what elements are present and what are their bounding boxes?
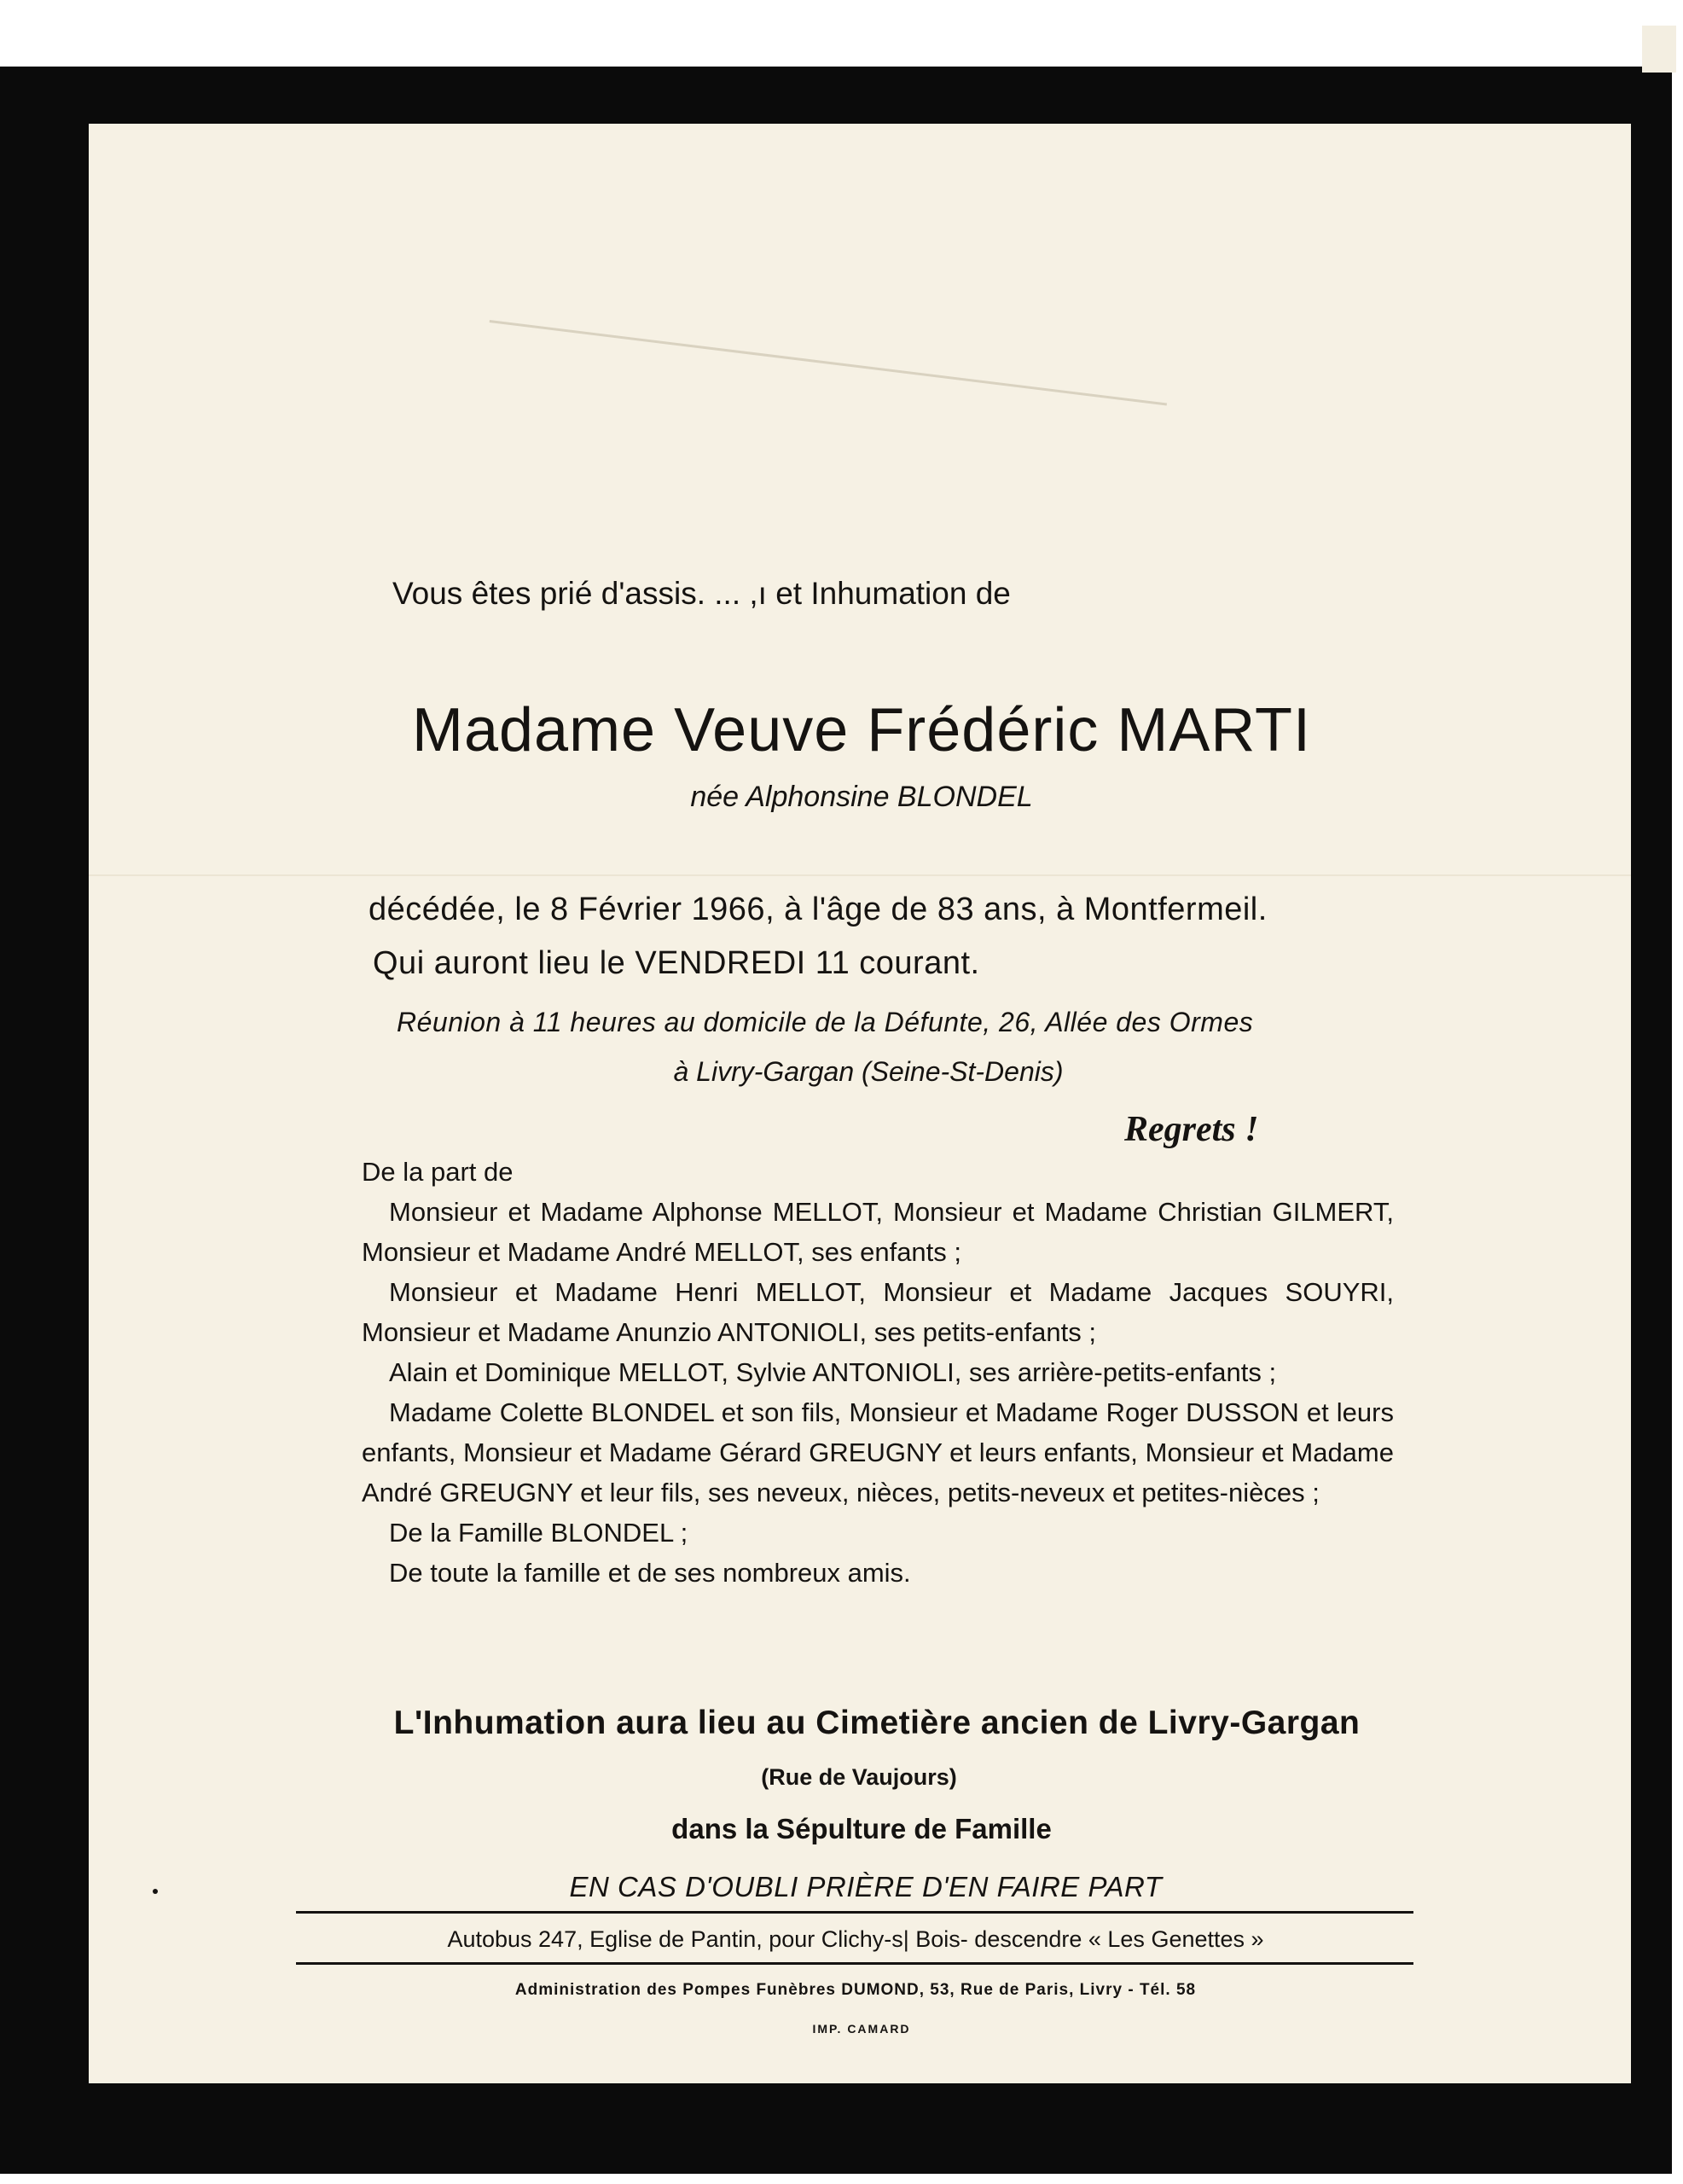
service-line: Qui auront lieu le VENDREDI 11 courant. xyxy=(373,945,980,981)
burial-street: (Rue de Vaujours) xyxy=(761,1764,957,1790)
from-label: De la part de xyxy=(362,1157,514,1187)
ink-speck xyxy=(153,1889,158,1894)
death-line: décédée, le 8 Février 1966, à l'âge de 83 ans, à Montfermeil. xyxy=(369,892,1268,927)
forget-notice: EN CAS D'OUBLI PRIÈRE D'EN FAIRE PART xyxy=(569,1871,1163,1902)
meeting-line-1: Réunion à 11 heures au domicile de la Défunte, 26, Allée des Ormes xyxy=(397,1007,1254,1037)
family-list xyxy=(362,1152,1394,1593)
burial-place: L'Inhumation aura lieu au Cimetière ancien de Livry-Gargan xyxy=(393,1705,1361,1741)
family-grandchildren: Monsieur et Madame Henri MELLOT, Monsieur et Madame Jacques SOUYRI, Monsieur et Madame Anunzio ANTONIOLI, ses petits-enfants ; xyxy=(362,1277,1394,1347)
family-nephews: Madame Colette BLONDEL et son fils, Monsieur et Madame Roger DUSSON et leurs enfants, Monsieur et Madame Gérard GREUGNY et leurs enfants, Monsieur et Madame André GREUGNY et leur fils, ses neveux, nièces, petits-neveux et petites-nièces ; xyxy=(362,1397,1394,1507)
bus-directions: Autobus 247, Eglise de Pantin, pour Clichy-s| Bois- descendre « Les Genettes » xyxy=(447,1926,1264,1952)
paper-crease xyxy=(89,874,1631,876)
printer-mark: IMP. CAMARD xyxy=(812,2022,911,2036)
maiden-name: née Alphonsine BLONDEL xyxy=(690,781,1033,813)
regrets-heading: Regrets ! xyxy=(1124,1110,1259,1149)
family-tomb: dans la Sépulture de Famille xyxy=(671,1813,1052,1844)
bottom-divider xyxy=(296,1962,1413,1965)
top-divider xyxy=(296,1911,1413,1914)
paper-corner-tab xyxy=(1642,26,1676,73)
invitation-line: Vous êtes prié d'assis. ... ,ı et Inhumation de xyxy=(392,576,1011,611)
family-all: De toute la famille et de ses nombreux amis. xyxy=(389,1558,911,1588)
deceased-name: Madame Veuve Frédéric MARTI xyxy=(411,696,1312,764)
funeral-administration: Administration des Pompes Funèbres DUMOND, 53, Rue de Paris, Livry - Tél. 58 xyxy=(514,1981,1197,1999)
meeting-line-2: à Livry-Gargan (Seine-St-Denis) xyxy=(673,1056,1064,1087)
paper-fold-line xyxy=(490,320,1167,405)
family-great-grandchildren: Alain et Dominique MELLOT, Sylvie ANTONIOLI, ses arrière-petits-enfants ; xyxy=(389,1357,1277,1387)
family-children: Monsieur et Madame Alphonse MELLOT, Monsieur et Madame Christian GILMERT, Monsieur et Madame André MELLOT, ses enfants ; xyxy=(362,1197,1394,1267)
family-blondel: De la Famille BLONDEL ; xyxy=(389,1518,688,1548)
